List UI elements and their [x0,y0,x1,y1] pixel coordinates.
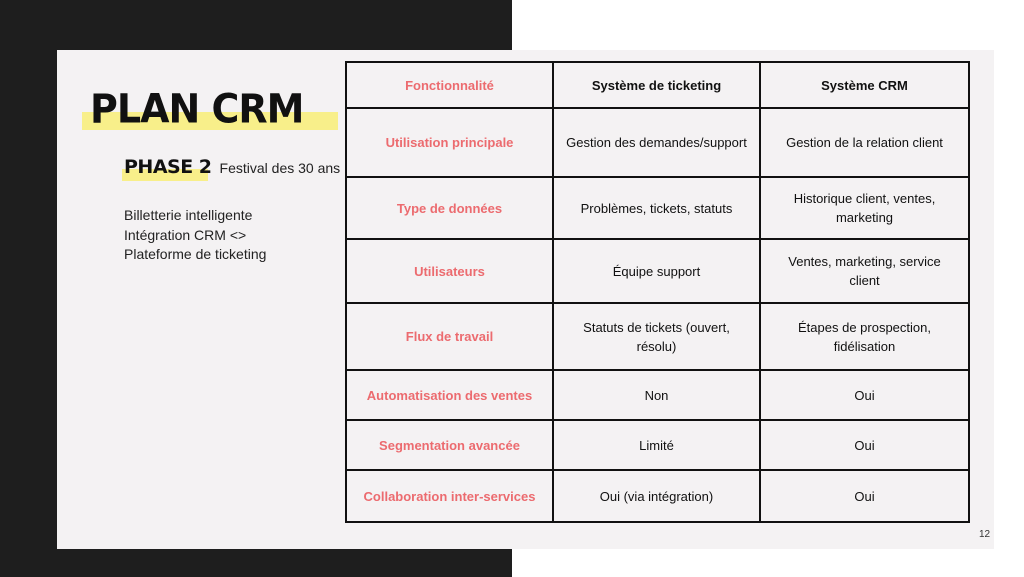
description-line: Intégration CRM <> [124,226,247,243]
description-line: Billetterie intelligente [124,207,253,223]
crm-cell: Ventes, marketing, service client [760,239,969,303]
ticketing-cell: Problèmes, tickets, statuts [553,177,760,239]
page-number: 12 [979,529,991,540]
table-header-row [346,62,969,108]
slide-title: PLAN CRM [90,85,304,133]
feature-cell: Type de données [346,177,553,239]
crm-cell: Historique client, ventes, marketing [760,177,969,239]
comparison-table [345,61,970,523]
phase-label-block [124,156,212,178]
ticketing-cell: Limité [553,420,760,470]
table-row [346,303,969,370]
feature-cell: Utilisateurs [346,239,553,303]
ticketing-cell: Non [553,370,760,420]
feature-cell: Collaboration inter-services [346,470,553,522]
phase-label: PHASE 2 [124,156,212,178]
ticketing-cell: Oui (via intégration) [553,470,760,522]
ticketing-cell: Statuts de tickets (ouvert, résolu) [553,303,760,370]
ticketing-cell: Équipe support [553,239,760,303]
table-row [346,108,969,177]
table-row [346,370,969,420]
feature-cell: Segmentation avancée [346,420,553,470]
ticketing-cell: Gestion des demandes/support [553,108,760,177]
title-block [82,85,304,133]
description-line: Plateforme de ticketing [124,246,267,262]
description [124,206,266,265]
crm-cell: Oui [760,370,969,420]
table-row [346,420,969,470]
phase-row [124,156,340,178]
table-row [346,239,969,303]
crm-cell: Oui [760,470,969,522]
header-cell: Fonctionnalité [346,62,553,108]
crm-cell: Gestion de la relation client [760,108,969,177]
header-cell: Système CRM [760,62,969,108]
header-cell: Système de ticketing [553,62,760,108]
phase-subtitle: Festival des 30 ans [219,160,341,176]
feature-cell: Automatisation des ventes [346,370,553,420]
feature-cell: Flux de travail [346,303,553,370]
crm-cell: Étapes de prospection, fidélisation [760,303,969,370]
table-row [346,177,969,239]
crm-cell: Oui [760,420,969,470]
table-row [346,470,969,522]
feature-cell: Utilisation principale [346,108,553,177]
